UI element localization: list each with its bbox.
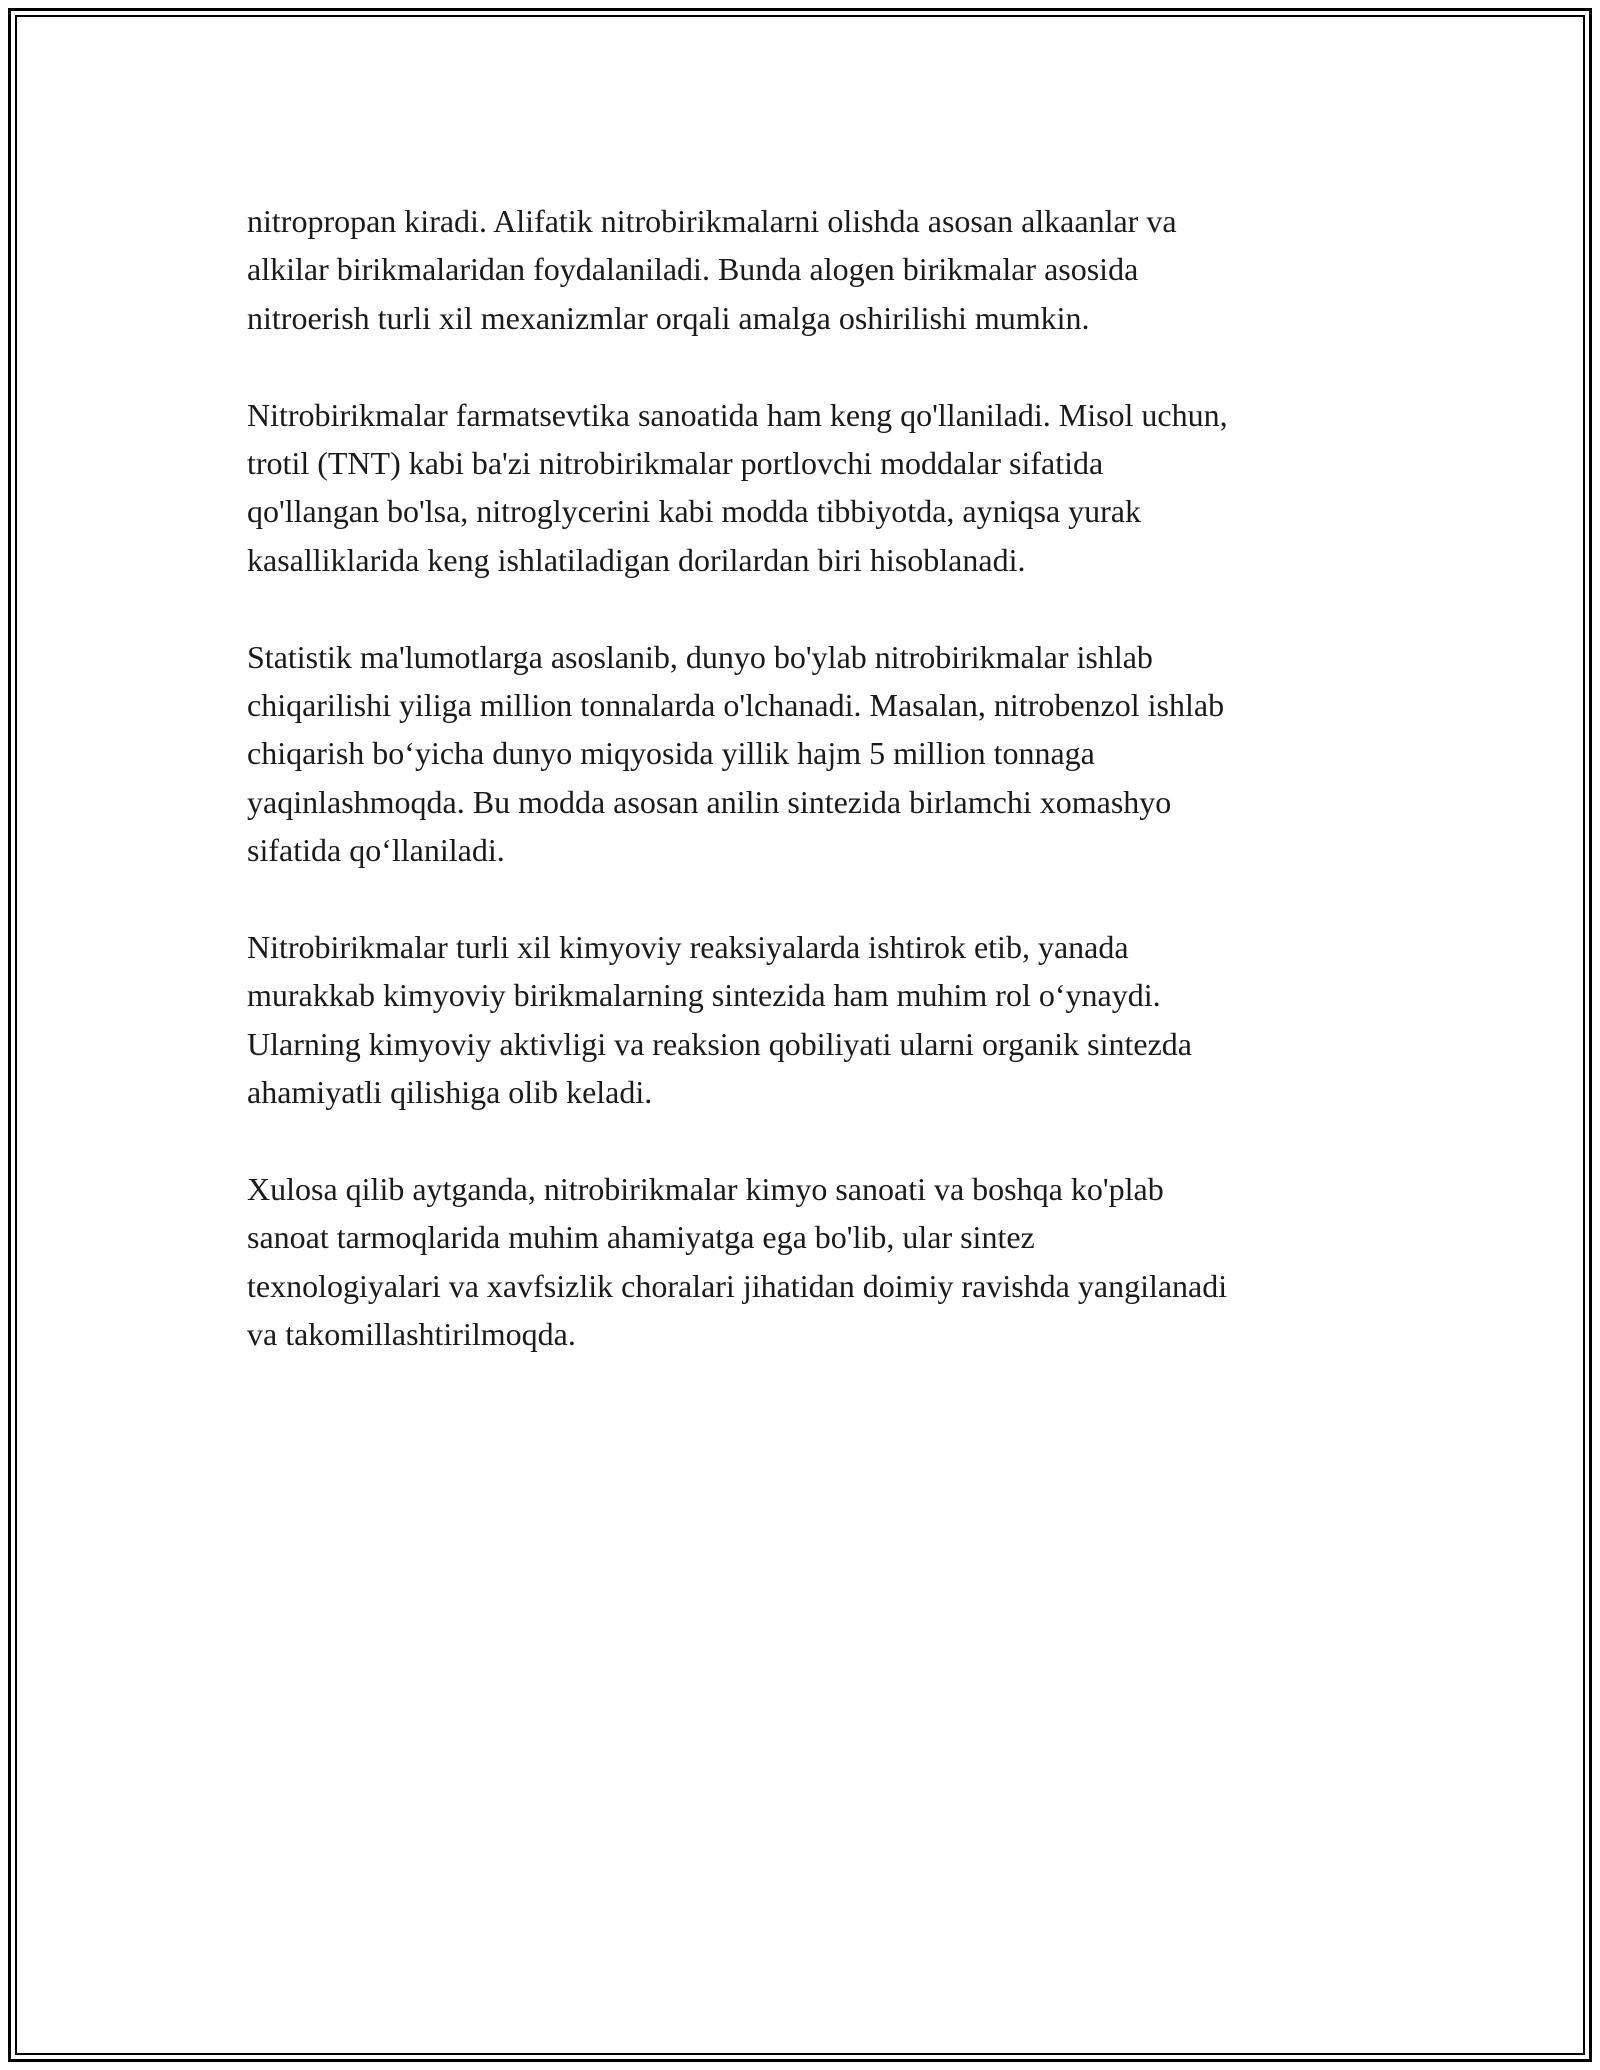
paragraph-1 xyxy=(247,197,1397,342)
paragraph-2 xyxy=(247,391,1397,585)
paragraph-5 xyxy=(247,1165,1397,1359)
text-line: Nitrobirikmalar farmatsevtika sanoatida ham keng qo'llaniladi. Misol uchun, xyxy=(247,396,1228,433)
paragraph-4 xyxy=(247,923,1397,1117)
text-line: Statistik ma'lumotlarga asoslanib, dunyo bo'ylab nitrobirikmalar ishlab xyxy=(247,638,1153,675)
text-line: trotil (TNT) kabi ba'zi nitrobirikmalar portlovchi moddalar sifatida xyxy=(247,445,1104,482)
text-line: ahamiyatli qilishiga olib keladi. xyxy=(247,1074,653,1111)
text-line: sifatida qo‘llaniladi. xyxy=(247,832,505,869)
page-frame xyxy=(8,8,1592,2062)
text-line: Nitrobirikmalar turli xil kimyoviy reaksiyalarda ishtirok etib, yanada xyxy=(247,929,1129,966)
text-line: sanoat tarmoqlarida muhim ahamiyatga ega bo'lib, ular sintez xyxy=(247,1219,1035,1256)
text-line: kasalliklarida keng ishlatiladigan dorilardan biri hisoblanadi. xyxy=(247,541,1026,578)
text-line: va takomillashtirilmoqda. xyxy=(247,1316,576,1353)
text-line: Xulosa qilib aytganda, nitrobirikmalar kimyo sanoati va boshqa ko'plab xyxy=(247,1171,1164,1208)
document-body xyxy=(247,197,1397,1407)
text-line: texnologiyalari va xavfsizlik choralari jihatidan doimiy ravishda yangilanadi xyxy=(247,1267,1228,1304)
text-line: Ularning kimyoviy aktivligi va reaksion qobiliyati ularni organik sintezda xyxy=(247,1025,1192,1062)
text-line: alkilar birikmalaridan foydalaniladi. Bunda alogen birikmalar asosida xyxy=(247,251,1139,288)
text-line: murakkab kimyoviy birikmalarning sintezida ham muhim rol o‘ynaydi. xyxy=(247,977,1161,1014)
text-line: chiqarilishi yiliga million tonnalarda o'lchanadi. Masalan, nitrobenzol ishlab xyxy=(247,687,1225,724)
paragraph-3 xyxy=(247,633,1397,875)
text-line: nitropropan kiradi. Alifatik nitrobirikmalarni olishda asosan alkaanlar va xyxy=(247,203,1177,239)
text-line: yaqinlashmoqda. Bu modda asosan anilin sintezida birlamchi xomashyo xyxy=(247,783,1172,820)
text-line: nitroerish turli xil mexanizmlar orqali amalga oshirilishi mumkin. xyxy=(247,299,1090,336)
text-line: qo'llangan bo'lsa, nitroglycerini kabi modda tibbiyotda, ayniqsa yurak xyxy=(247,493,1141,530)
text-line: chiqarish bo‘yicha dunyo miqyosida yillik hajm 5 million tonnaga xyxy=(247,735,1095,772)
